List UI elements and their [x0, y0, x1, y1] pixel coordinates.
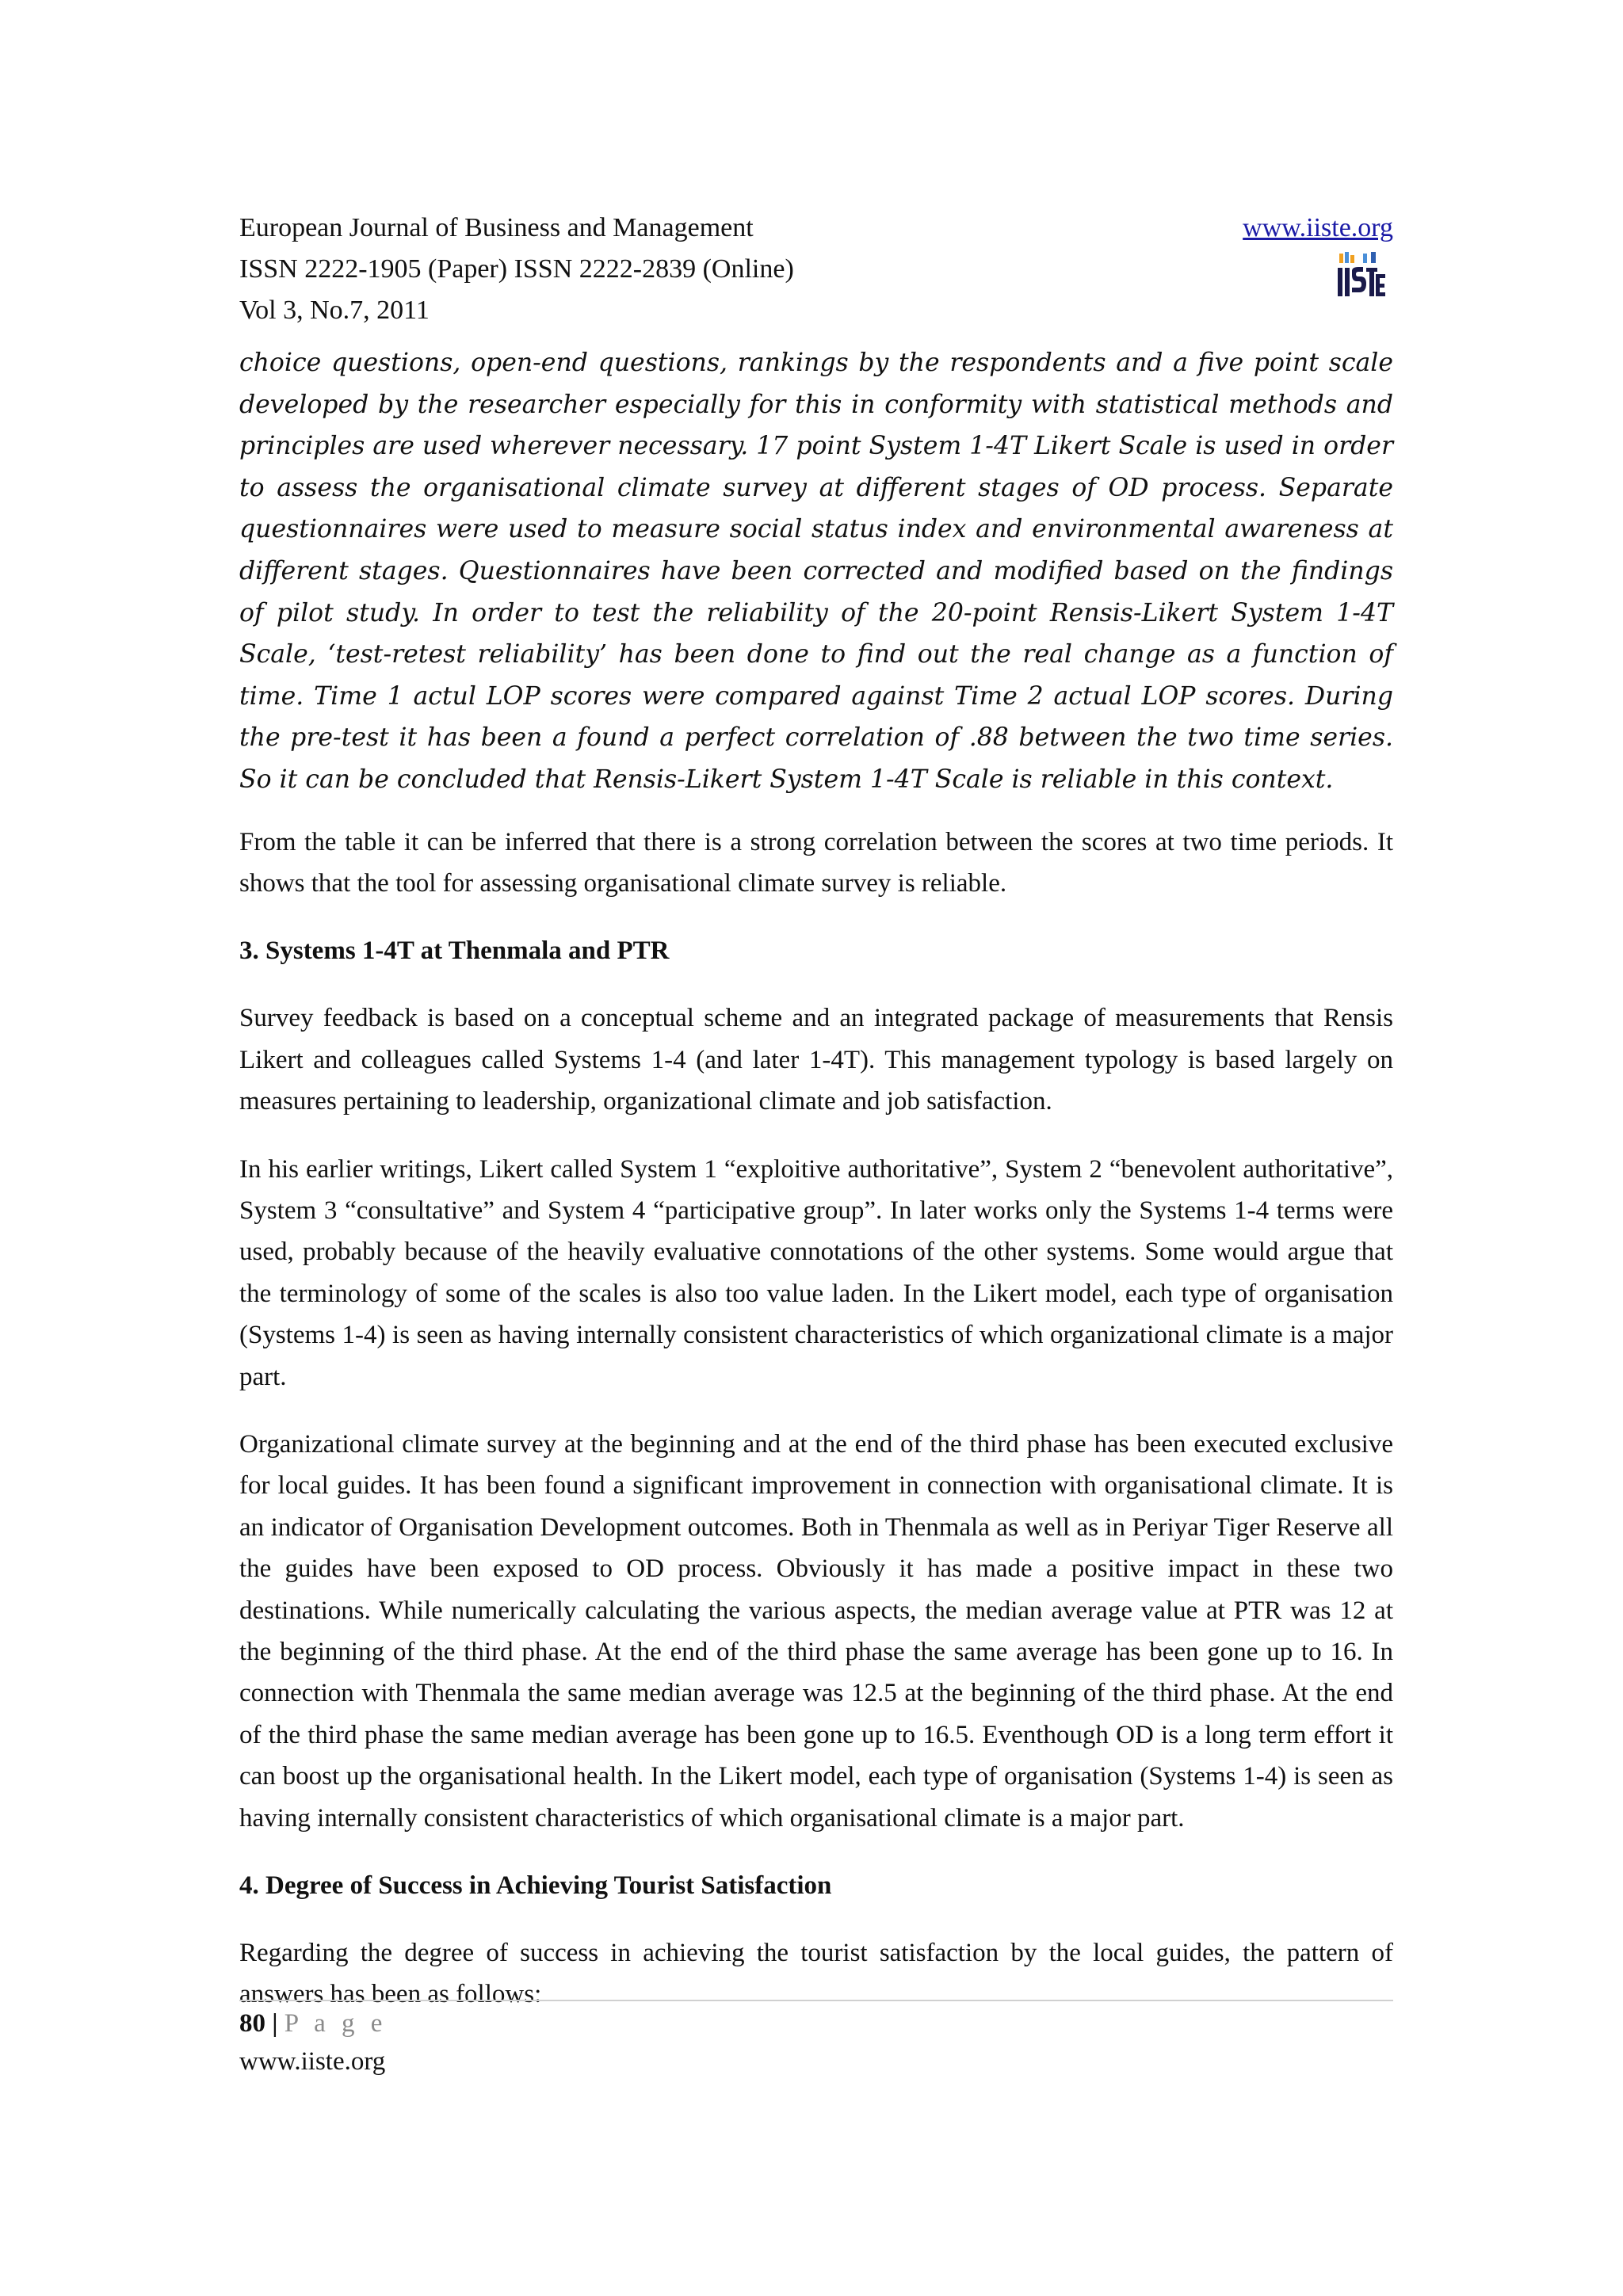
main-content: [239, 342, 1393, 2042]
correlation-paragraph: From the table it can be inferred that there is a strong correlation between the scores at two time periods. It shows that the tool for assessing organisational climate survey is reliable.: [239, 827, 1393, 898]
page-separator: |: [272, 2009, 278, 2038]
section-3-paragraph-1: Survey feedback is based on a conceptual scheme and an integrated package of measurements that Rensis Likert and colleagues called Systems 1-4 (and later 1-4T). This management typology is based largely on measures pertaining to leadership, organizational climate and job satisfaction.: [239, 1004, 1393, 1116]
page-footer: [239, 2004, 387, 2081]
volume-line: Vol 3, No.7, 2011: [239, 296, 430, 325]
page-number-line: [239, 2004, 387, 2042]
iiste-logo-icon: [1336, 252, 1387, 303]
italic-methodology-paragraph: choice questions, open-end questions, rankings by the respondents and a five point scale developed by the researcher especially for this in conformity with statistical methods and principles are used wherever necessary. 17 point System 1-4T Likert Scale is used in order to assess the organisational climate survey at different stages of OD process. Separate questionnaires were used to measure social status index and environmental awareness at different stages. Questionnaires have been corrected and modified based on the findings of pilot study. In order to test the reliability of the 20-point Rensis-Likert System 1-4T Scale, ‘test-retest reliability’ has been done to find out the real change as a function of time. Time 1 actul LOP scores were compared against Time 2 actual LOP scores. During the pre-test it has been a found a perfect correlation of .88 between the two time series. So it can be concluded that Rensis-Likert System 1-4T Scale is reliable in this context.: [239, 349, 1393, 794]
journal-title: European Journal of Business and Management: [239, 213, 754, 242]
page-header: [239, 208, 1393, 331]
section-4-paragraph-1: Regarding the degree of success in achieving the tourist satisfaction by the local guides, the pattern of answers has been as follows:: [239, 1939, 1393, 2009]
footer-url: www.iiste.org: [239, 2047, 386, 2076]
page-number: 80: [239, 2009, 265, 2038]
section-4-heading: 4. Degree of Success in Achieving Tourist Satisfaction: [239, 1871, 832, 1901]
page-label: P a g e: [284, 2009, 388, 2038]
website-link[interactable]: www.iiste.org: [1243, 213, 1393, 242]
section-3-paragraph-3: Organizational climate survey at the beginning and at the end of the third phase has been executed exclusive for local guides. It has been found a significant improvement in connection with organisational climate. It is an indicator of Organisation Development outcomes. Both in Thenmala as well as in Periyar Tiger Reserve all the guides have been exposed to OD process. Obviously it has made a positive impact in these two destinations. While numerically calculating the various aspects, the median average value at PTR was 12 at the beginning of the third phase. At the end of the third phase the same average has been gone up to 16. In connection with Thenmala the same median average was 12.5 at the beginning of the third phase. At the end of the third phase the same median average has been gone up to 16.5. Eventhough OD is a long term effort it can boost up the organisational health. In the Likert model, each type of organisation (Systems 1-4) is seen as having internally consistent characteristics of which organisational climate is a major part.: [239, 1430, 1393, 1833]
issn-line: ISSN 2222-1905 (Paper) ISSN 2222-2839 (Online): [239, 254, 794, 284]
section-3-heading: 3. Systems 1-4T at Thenmala and PTR: [239, 936, 670, 966]
footer-divider: [239, 2000, 1393, 2001]
section-3-paragraph-2: In his earlier writings, Likert called System 1 “exploitive authoritative”, System 2 “benevolent authoritative”, System 3 “consultative” and System 4 “participative group”. In later works only the Systems 1-4 terms were used, probably because of the heavily evaluative connotations of the other systems. Some would argue that the terminology of some of the scales is also too value laden. In the Likert model, each type of organisation (Systems 1-4) is seen as having internally consistent characteristics of which organizational climate is a major part.: [239, 1154, 1393, 1391]
